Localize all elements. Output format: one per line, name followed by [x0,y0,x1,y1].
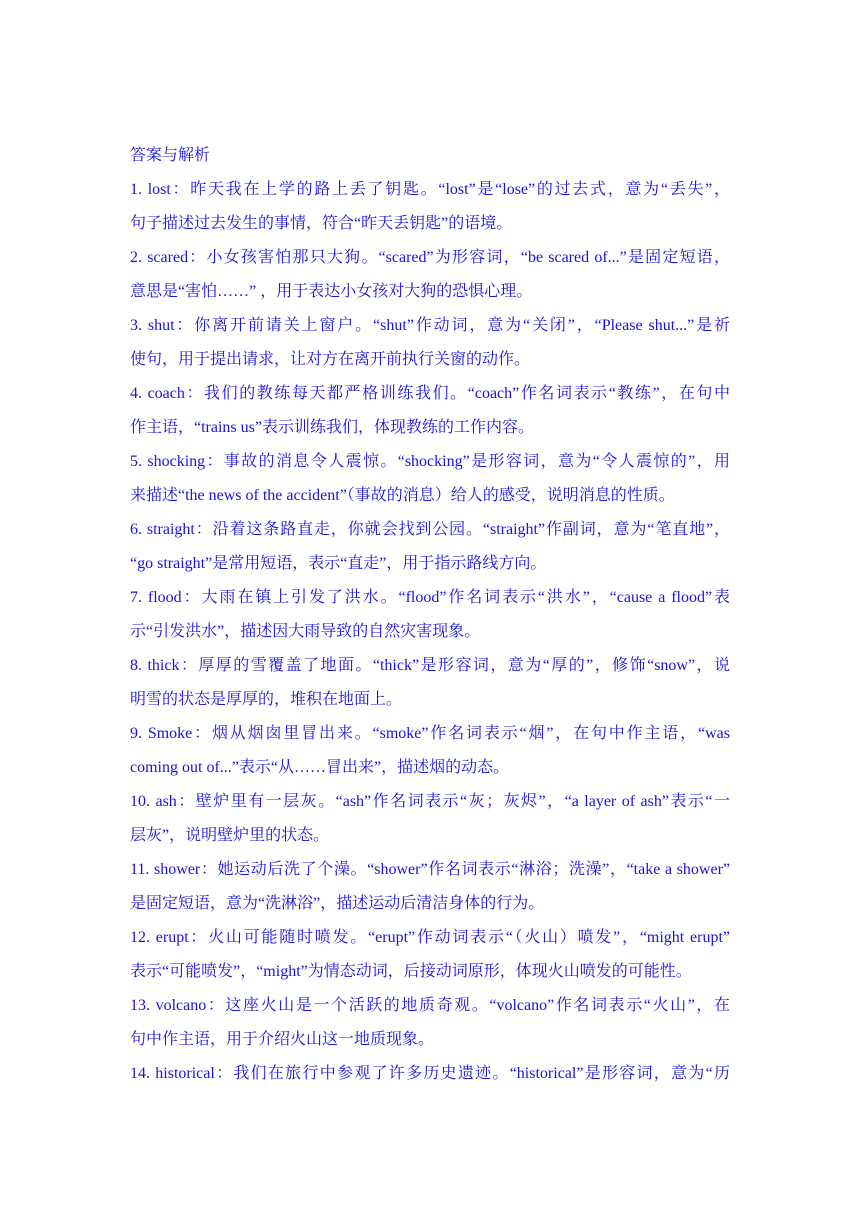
answer-item [130,173,730,241]
answer-item [130,513,730,581]
answer-line: 来描述“the news of the accident”（事故的消息）给人的感受，说明消息的性质。 [130,487,675,504]
answer-line: 是固定短语，意为“洗淋浴”，描述运动后清洁身体的行为。 [130,895,545,912]
answer-item [130,649,730,717]
answer-item [130,581,730,649]
heading: 答案与解析 [130,147,211,164]
answer-item [130,241,730,309]
answer-line: 14. historical：我们在旅行中参观了许多历史遗迹。“historical”是形容词，意为“历 [130,1065,730,1082]
answer-item [130,1057,730,1091]
answer-line: 句子描述过去发生的事情，符合“昨天丢钥匙”的语境。 [130,215,513,232]
answer-line: 7. flood：大雨在镇上引发了洪水。“flood”作名词表示“洪水”，“cause a flood”表 [130,589,730,606]
answer-list [130,173,730,1091]
answer-item [130,853,730,921]
answer-line: 11. shower：她运动后洗了个澡。“shower”作名词表示“淋浴；洗澡”，“take a shower” [130,861,730,878]
answer-item [130,445,730,513]
answer-line: 句中作主语，用于介绍火山这一地质现象。 [130,1031,435,1048]
answer-line: 12. erupt：火山可能随时喷发。“erupt”作动词表示“（火山）喷发”，“might erupt” [130,929,730,946]
answer-item [130,785,730,853]
answer-line: 13. volcano：这座火山是一个活跃的地质奇观。“volcano”作名词表示“火山”，在 [130,997,730,1014]
answer-line: 明雪的状态是厚厚的，堆积在地面上。 [130,691,403,708]
answer-line: 2. scared：小女孩害怕那只大狗。“scared”为形容词，“be scared of...”是固定短语， [130,249,730,266]
answer-line: 1. lost：昨天我在上学的路上丢了钥匙。“lost”是“lose”的过去式，意为“丢失”， [130,181,730,198]
answer-line: 6. straight：沿着这条路直走，你就会找到公园。“straight”作副词，意为“笔直地”， [130,521,730,538]
answer-line: 3. shut：你离开前请关上窗户。“shut”作动词，意为“关闭”，“Please shut...”是祈 [130,317,730,334]
answer-item [130,717,730,785]
answer-line: 4. coach：我们的教练每天都严格训练我们。“coach”作名词表示“教练”，在句中 [130,385,730,402]
answer-line: 作主语，“trains us”表示训练我们，体现教练的工作内容。 [130,419,534,436]
answer-line: 层灰”，说明壁炉里的状态。 [130,827,330,844]
answer-item [130,989,730,1057]
answer-line: 示“引发洪水”，描述因大雨导致的自然灾害现象。 [130,623,481,640]
answer-line: 使句，用于提出请求，让对方在离开前执行关窗的动作。 [130,351,531,368]
answer-line: 9. Smoke：烟从烟囱里冒出来。“smoke”作名词表示“烟”，在句中作主语，“was [130,725,730,742]
answer-document [130,139,730,1091]
answer-item [130,377,730,445]
answer-item [130,921,730,989]
answer-line: 10. ash：壁炉里有一层灰。“ash”作名词表示“灰；灰烬”，“a layer of ash”表示“一 [130,793,730,810]
answer-line: “go straight”是常用短语，表示“直走”，用于指示路线方向。 [130,555,547,572]
answer-line: 意思是“害怕……” ，用于表达小女孩对大狗的恐惧心理。 [130,283,533,300]
answer-line: 5. shocking：事故的消息令人震惊。“shocking”是形容词，意为“令人震惊的”，用 [130,453,730,470]
answer-line: 表示“可能喷发”，“might”为情态动词，后接动词原形，体现火山喷发的可能性。 [130,963,692,980]
answer-item [130,309,730,377]
answer-line: coming out of...”表示“从……冒出来”，描述烟的动态。 [130,759,510,776]
answer-line: 8. thick：厚厚的雪覆盖了地面。“thick”是形容词，意为“厚的”，修饰“snow”，说 [130,657,730,674]
